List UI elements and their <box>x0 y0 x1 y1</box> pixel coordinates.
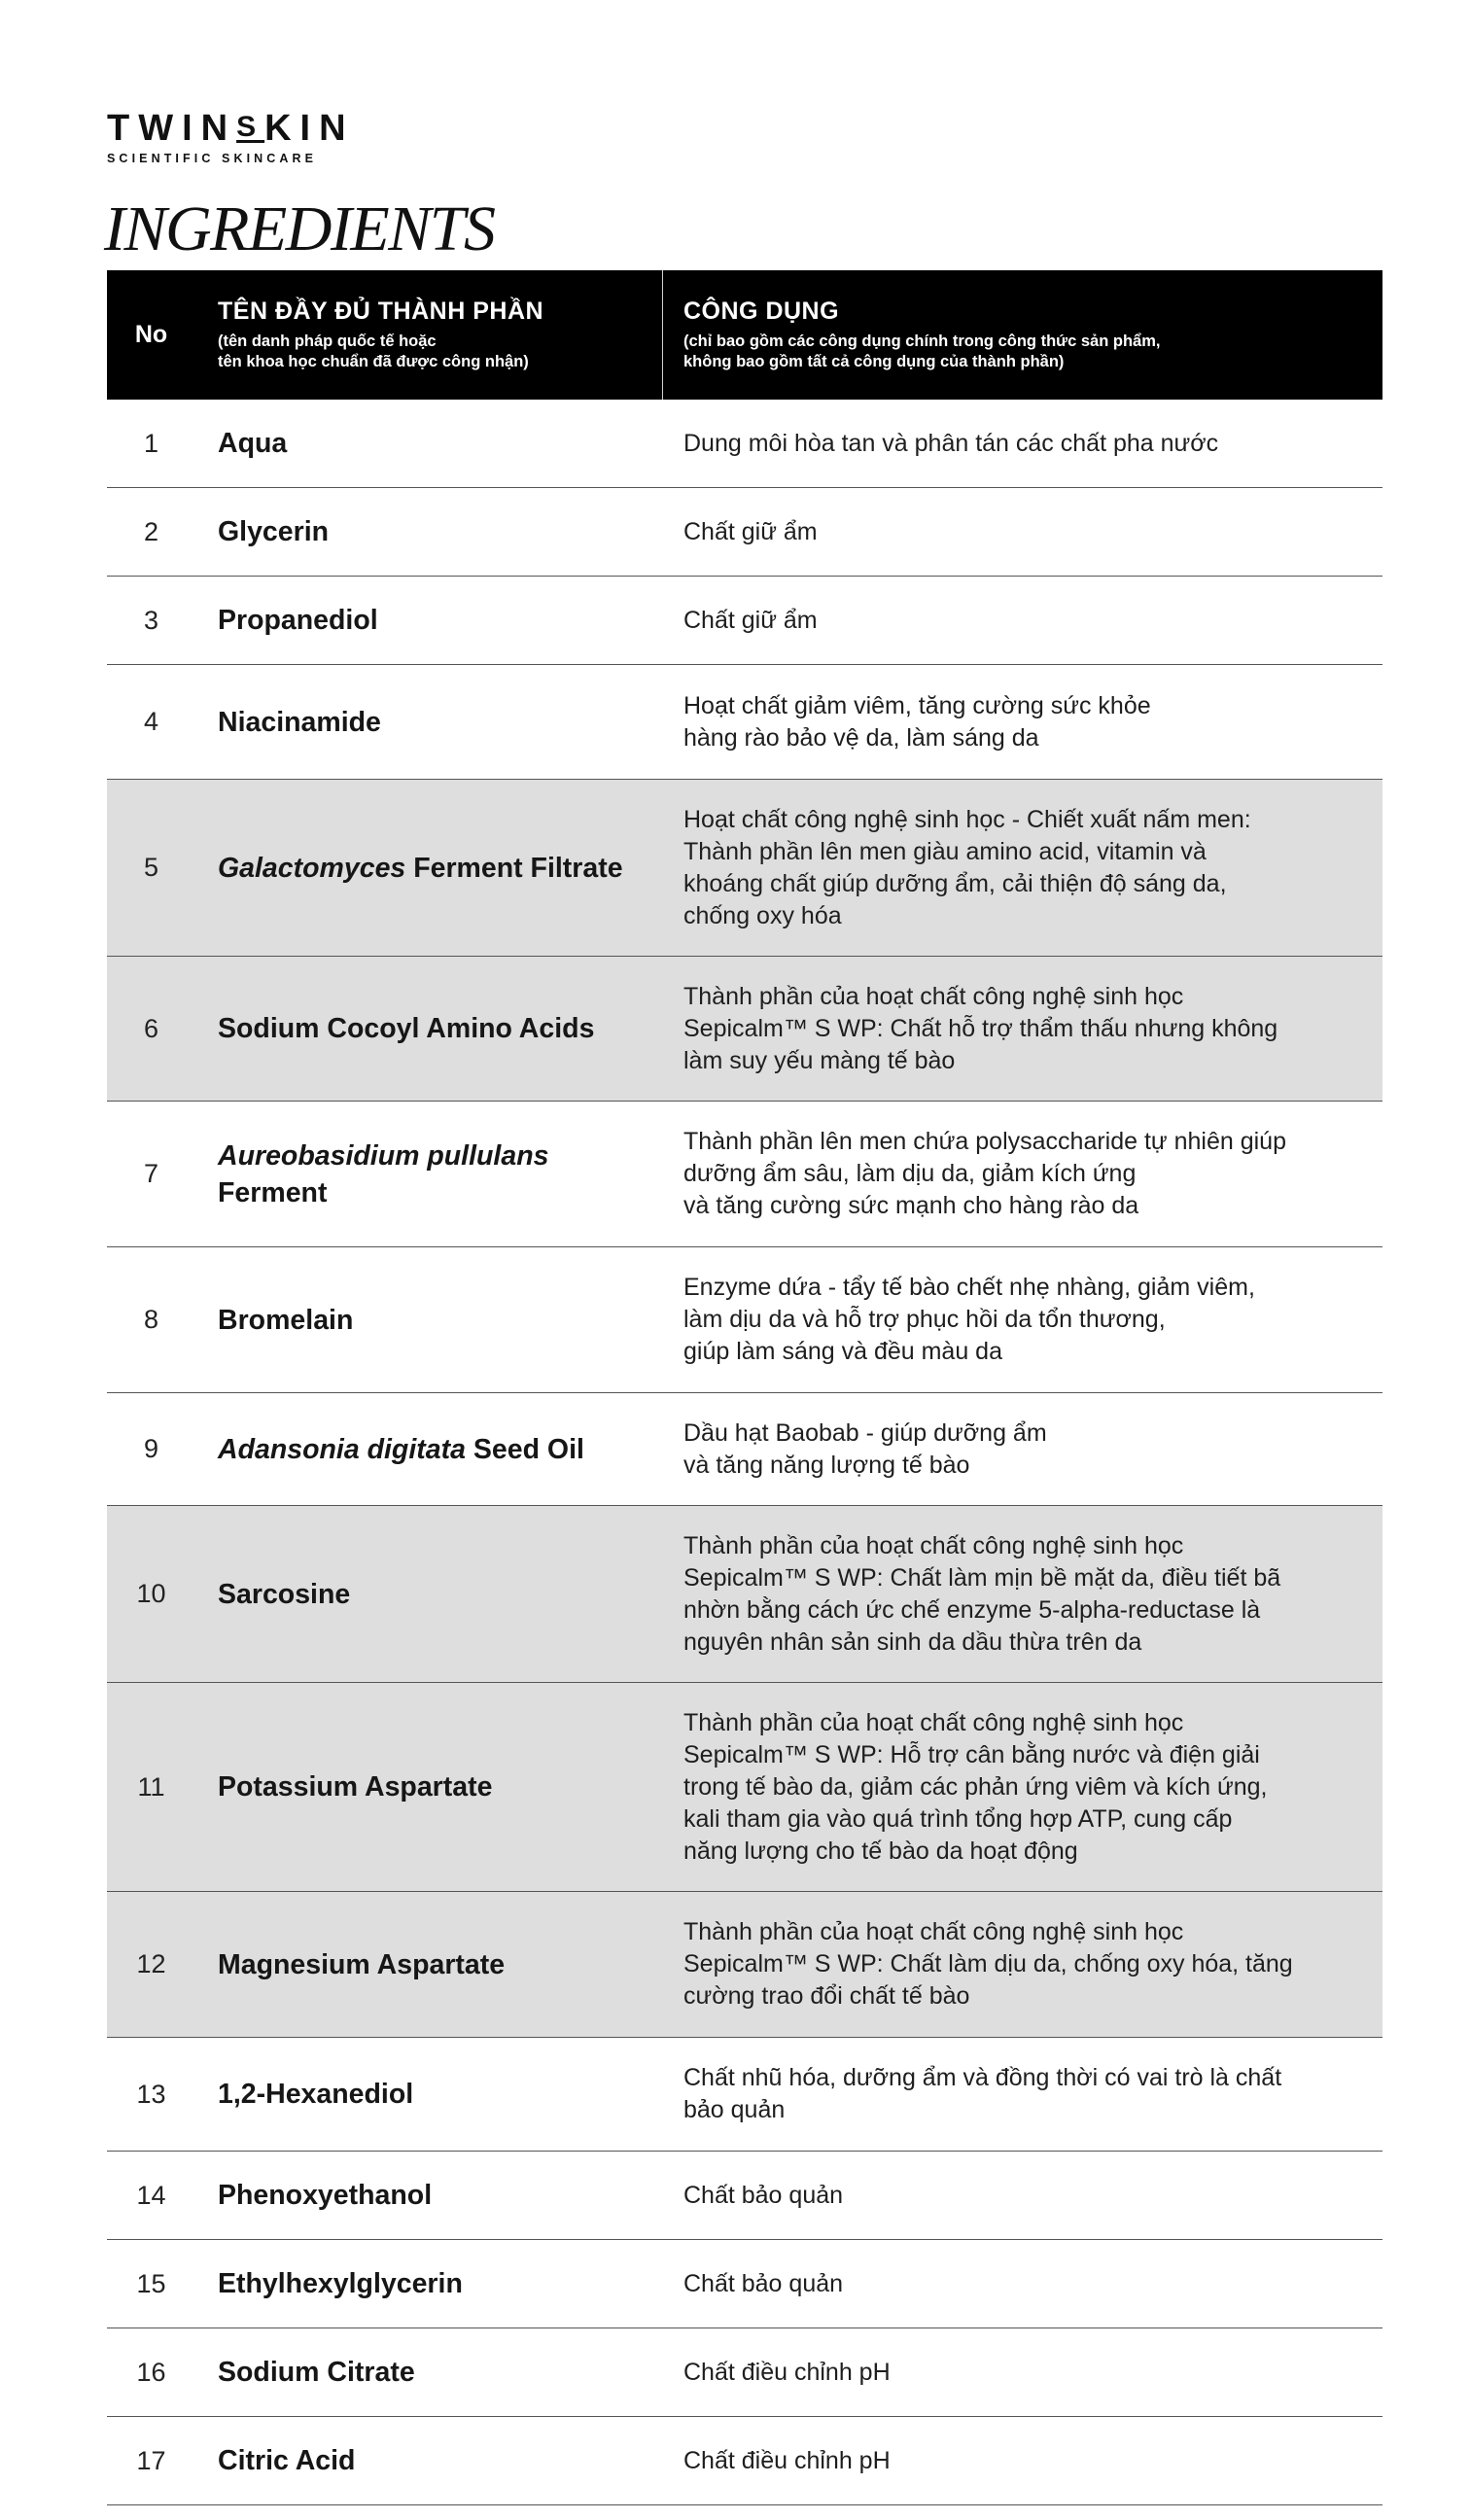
row-number: 4 <box>143 707 159 736</box>
ingredient-use: Chất nhũ hóa, dưỡng ẩm và đồng thời có vai trò là chất bảo quản <box>683 2064 1282 2123</box>
header-name-title: TÊN ĐẦY ĐỦ THÀNH PHẦN <box>218 298 544 325</box>
ingredient-name-text: 1,2-Hexanediol <box>218 2079 414 2110</box>
header-name-subtitle: (tên danh pháp quốc tế hoặc tên khoa học chuẩn đã được công nhận) <box>218 332 529 370</box>
ingredient-name-text: Propanediol <box>218 605 378 636</box>
ingredient-name <box>195 2354 663 2391</box>
header-use-subtitle: (chỉ bao gồm các công dụng chính trong công thức sản phẩm, không bao gồm tất cả công dụng của thành phần) <box>683 332 1161 370</box>
brand-name-part: TWIN <box>107 108 237 149</box>
ingredient-use: Chất giữ ẩm <box>683 517 818 545</box>
table-row <box>107 957 1382 1102</box>
row-number: 5 <box>143 853 159 882</box>
ingredient-name <box>195 850 663 887</box>
ingredient-name <box>195 513 663 550</box>
ingredient-name-italic: Aureobasidium pullulans <box>218 1139 549 1172</box>
row-number: 3 <box>143 605 159 635</box>
table-header <box>107 270 1382 400</box>
ingredient-name-text: Bromelain <box>218 1304 354 1336</box>
table-row <box>107 780 1382 957</box>
ingredient-use: Dung môi hòa tan và phân tán các chất pha nước <box>683 429 1219 457</box>
ingredient-name-text: Niacinamide <box>218 706 381 738</box>
row-number: 13 <box>136 2079 166 2109</box>
ingredient-name-italic: Adansonia digitata <box>218 1433 466 1465</box>
ingredient-use: Thành phần của hoạt chất công nghệ sinh học Sepicalm™ S WP: Chất làm dịu da, chống oxy hóa, tăng cường trao đổi chất tế bào <box>683 1918 1293 2010</box>
header-use <box>663 270 1382 400</box>
row-number: 17 <box>136 2445 166 2475</box>
page-title: INGREDIENTS <box>104 193 495 264</box>
ingredient-name-text: Citric Acid <box>218 2445 356 2476</box>
row-number: 15 <box>136 2268 166 2298</box>
table-row <box>107 2240 1382 2328</box>
ingredient-name <box>195 1010 663 1047</box>
ingredient-name <box>195 2442 663 2479</box>
ingredient-use: Hoạt chất giảm viêm, tăng cường sức khỏe hàng rào bảo vệ da, làm sáng da <box>683 691 1151 752</box>
table-row <box>107 1247 1382 1393</box>
row-number: 14 <box>136 2180 166 2210</box>
table-row <box>107 577 1382 665</box>
ingredient-name <box>195 1768 663 1805</box>
row-number: 16 <box>136 2357 166 2387</box>
ingredient-name <box>195 1946 663 1983</box>
brand-tagline: SCIENTIFIC SKINCARE <box>107 152 318 165</box>
ingredient-name-text: Ferment <box>218 1176 328 1208</box>
ingredients-table <box>107 270 1382 2505</box>
brand-logo <box>107 109 355 165</box>
table-row <box>107 1683 1382 1892</box>
row-number: 9 <box>143 1434 159 1463</box>
table-row <box>107 2417 1382 2505</box>
ingredient-name-text: Magnesium Aspartate <box>218 1948 506 1980</box>
ingredient-name <box>195 2265 663 2302</box>
row-number: 11 <box>137 1771 165 1802</box>
ingredient-name-text: Aqua <box>218 428 288 459</box>
brand-wordmark <box>107 109 355 147</box>
ingredient-name <box>195 2177 663 2214</box>
ingredient-name <box>195 2076 663 2113</box>
table-row <box>107 2328 1382 2417</box>
table-row <box>107 488 1382 577</box>
header-no: No <box>134 321 168 348</box>
ingredient-name-text: Seed Oil <box>465 1433 584 1465</box>
ingredient-name-text: Sarcosine <box>218 1578 351 1610</box>
table-body <box>107 400 1382 2505</box>
table-row <box>107 1102 1382 1247</box>
row-number: 1 <box>143 428 159 458</box>
ingredient-use: Chất bảo quản <box>683 2269 844 2297</box>
ingredient-name <box>195 1302 663 1339</box>
row-number: 2 <box>143 516 159 546</box>
ingredient-name-text: Phenoxyethanol <box>218 2180 433 2211</box>
ingredient-name <box>195 704 663 741</box>
row-number: 7 <box>143 1159 159 1188</box>
header-name <box>195 270 663 400</box>
row-number: 12 <box>136 1949 166 1978</box>
brand-name-part: KIN <box>264 108 355 149</box>
ingredient-use: Dầu hạt Baobab - giúp dưỡng ẩm và tăng năng lượng tế bào <box>683 1418 1047 1479</box>
ingredient-name <box>195 425 663 462</box>
header-use-title: CÔNG DỤNG <box>683 298 840 325</box>
table-row <box>107 1506 1382 1683</box>
ingredient-use: Thành phần của hoạt chất công nghệ sinh học Sepicalm™ S WP: Chất hỗ trợ thẩm thấu nhưng không làm suy yếu màng tế bào <box>683 982 1278 1074</box>
row-number: 6 <box>143 1013 159 1043</box>
ingredient-use: Enzyme dứa - tẩy tế bào chết nhẹ nhàng, giảm viêm, làm dịu da và hỗ trợ phục hồi da tổn thương, giúp làm sáng và đều màu da <box>683 1274 1255 1365</box>
ingredient-use: Chất điều chỉnh pH <box>683 2446 891 2474</box>
ingredient-use: Chất điều chỉnh pH <box>683 2358 891 2386</box>
ingredient-name-text: Potassium Aspartate <box>218 1771 493 1802</box>
ingredient-name-text: Ethylhexylglycerin <box>218 2268 463 2299</box>
ingredient-use: Thành phần của hoạt chất công nghệ sinh học Sepicalm™ S WP: Hỗ trợ cân bằng nước và điện giải trong tế bào da, giảm các phản ứng viêm và kích ứng, kali tham gia vào quá trình tổng hợp ATP, cung cấp năng lượng cho tế bào da hoạt động <box>683 1708 1268 1865</box>
table-row <box>107 1892 1382 2038</box>
ingredient-use: Thành phần của hoạt chất công nghệ sinh học Sepicalm™ S WP: Chất làm mịn bề mặt da, điều tiết bã nhờn bằng cách ức chế enzyme 5-alpha-reductase là nguyên nhân sản sinh da dầu thừa trên da <box>683 1531 1281 1656</box>
ingredient-name-text: Ferment Filtrate <box>405 852 623 884</box>
ingredient-name-text: Glycerin <box>218 516 330 547</box>
ingredient-name-italic: Galactomyces <box>218 852 406 884</box>
ingredient-name <box>195 1138 663 1211</box>
table-row <box>107 2038 1382 2152</box>
brand-name-s: S <box>236 111 265 143</box>
table-row <box>107 2152 1382 2240</box>
ingredient-name <box>195 1576 663 1613</box>
table-row <box>107 665 1382 780</box>
ingredient-use: Thành phần lên men chứa polysaccharide tự nhiên giúp dưỡng ẩm sâu, làm dịu da, giảm kích ứng và tăng cường sức mạnh cho hàng rào da <box>683 1128 1286 1219</box>
table-row <box>107 1393 1382 1506</box>
table-row <box>107 400 1382 488</box>
ingredient-name <box>195 1431 663 1468</box>
ingredient-use: Chất giữ ẩm <box>683 606 818 634</box>
ingredient-use: Hoạt chất công nghệ sinh học - Chiết xuất nấm men: Thành phần lên men giàu amino acid, vitamin và khoáng chất giúp dưỡng ẩm, cải thiện độ sáng da, chống oxy hóa <box>683 805 1251 929</box>
ingredient-use: Chất bảo quản <box>683 2181 844 2209</box>
row-number: 10 <box>136 1579 166 1608</box>
ingredient-name <box>195 602 663 639</box>
row-number: 8 <box>143 1305 159 1334</box>
ingredient-name-text: Sodium Cocoyl Amino Acids <box>218 1013 595 1044</box>
ingredient-name-text: Sodium Citrate <box>218 2357 415 2388</box>
